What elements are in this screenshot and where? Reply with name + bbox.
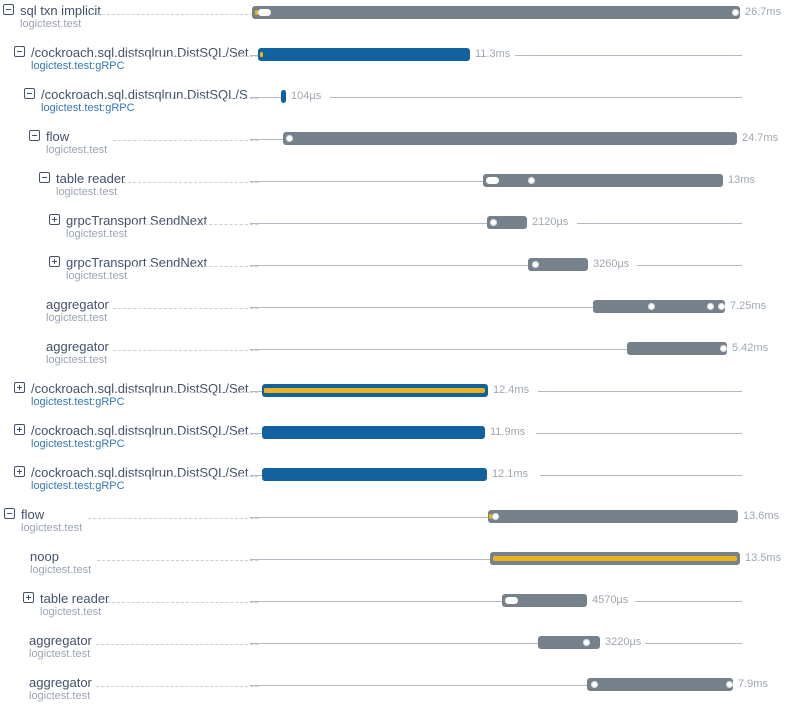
icon-minus-line: [42, 177, 47, 178]
span-subrow: [41, 102, 258, 115]
duration-label: 12.1ms: [492, 468, 529, 480]
trail-line: [540, 475, 742, 476]
span-bar[interactable]: [262, 426, 485, 439]
span-subrow: [66, 270, 258, 283]
span-subrow: [40, 606, 258, 619]
duration-label: 5.42ms: [732, 342, 769, 354]
span-bar[interactable]: [528, 258, 588, 271]
span-labels: [20, 3, 258, 31]
event-marker-pill[interactable]: [505, 597, 518, 604]
event-marker-dot[interactable]: [718, 303, 725, 310]
span-row: [0, 632, 786, 674]
span-labels: [29, 675, 258, 703]
span-service-label: logictest.test:gRPC: [41, 102, 135, 114]
span-title: grpcTransport SendNext: [66, 255, 208, 270]
span-row: [0, 506, 786, 548]
dashed-leader: [87, 14, 258, 15]
span-service-label: logictest.test:gRPC: [31, 396, 125, 408]
span-timeline: [250, 590, 742, 632]
span-labels: [31, 465, 258, 493]
span-timeline: [250, 338, 769, 380]
span-row: [0, 674, 786, 714]
span-bar[interactable]: [262, 468, 487, 481]
event-marker-pill[interactable]: [486, 177, 499, 184]
duration-label: 3260µs: [593, 258, 630, 270]
span-service-label: logictest.test: [56, 186, 118, 198]
trail-line: [515, 55, 742, 56]
span-timeline: [250, 86, 742, 128]
span-title: /cockroach.sql.distsqlrun.DistSQL/Set: [31, 423, 249, 438]
span-service-label: logictest.test: [21, 522, 83, 534]
trail-line: [635, 601, 742, 602]
span-title: table reader: [40, 591, 110, 606]
span-service-label: logictest.test: [46, 144, 108, 156]
dashed-leader: [113, 350, 258, 351]
span-title: aggregator: [29, 633, 92, 648]
span-row: [0, 380, 786, 422]
duration-label: 7.25ms: [730, 300, 767, 312]
span-labels: [46, 339, 258, 367]
span-bar[interactable]: [252, 6, 740, 19]
span-labels: [29, 633, 258, 661]
span-row: [0, 296, 786, 338]
event-marker-dot[interactable]: [490, 219, 497, 226]
trail-line: [538, 391, 742, 392]
span-bar[interactable]: [488, 510, 738, 523]
duration-label: 13.6ms: [743, 510, 780, 522]
span-title: /cockroach.sql.distsqlrun.DistSQL/Set: [31, 465, 249, 480]
dashed-leader: [107, 602, 258, 603]
collapse-icon[interactable]: [4, 508, 15, 519]
span-row: [0, 2, 786, 44]
event-marker-dot[interactable]: [591, 681, 598, 688]
lead-line: [250, 97, 281, 98]
expand-icon[interactable]: [14, 382, 25, 393]
span-subrow: [30, 564, 258, 577]
span-service-label: logictest.test: [46, 354, 108, 366]
span-row: [0, 212, 786, 254]
lead-line: [250, 685, 587, 686]
latency-stripe: [265, 388, 485, 393]
lead-line: [250, 181, 483, 182]
icon-minus-line: [17, 51, 22, 52]
span-row: [0, 464, 786, 506]
span-labels: [31, 381, 258, 409]
duration-label: 26.7ms: [745, 6, 782, 18]
lead-line: [250, 433, 262, 434]
expand-icon[interactable]: [14, 424, 25, 435]
span-subrow: [29, 648, 258, 661]
span-labels: [66, 213, 258, 241]
duration-label: 104µs: [291, 90, 322, 102]
span-bar[interactable]: [487, 216, 527, 229]
icon-minus-line: [6, 9, 11, 10]
lead-line: [250, 307, 593, 308]
icon-minus-line: [32, 135, 37, 136]
span-bar[interactable]: [283, 132, 737, 145]
span-labels: [56, 171, 258, 199]
span-subrow: [31, 396, 258, 409]
lead-line: [250, 517, 488, 518]
span-subrow: [20, 18, 258, 31]
span-subrow: [31, 60, 258, 73]
dashed-leader: [131, 392, 258, 393]
duration-label: 7.9ms: [738, 678, 768, 690]
lead-line: [250, 349, 627, 350]
collapse-icon[interactable]: [24, 88, 35, 99]
trail-line: [536, 433, 742, 434]
event-marker-pill[interactable]: [258, 9, 271, 16]
span-timeline: [250, 506, 780, 548]
span-timeline: [250, 128, 779, 170]
expand-icon[interactable]: [14, 466, 25, 477]
span-title: flow: [21, 507, 45, 522]
span-service-label: logictest.test: [40, 606, 102, 618]
icon-plus-line: [28, 595, 29, 600]
span-bar[interactable]: [502, 594, 587, 607]
span-title: /cockroach.sql.distsqlrun.DistSQL/Set: [31, 381, 249, 396]
span-timeline: [250, 44, 742, 86]
dashed-leader: [141, 98, 258, 99]
duration-label: 3220µs: [605, 636, 642, 648]
collapse-icon[interactable]: [14, 46, 25, 57]
span-row: [0, 422, 786, 464]
dashed-leader: [133, 224, 258, 225]
span-labels: [30, 549, 258, 577]
dashed-leader: [131, 56, 258, 57]
span-bar[interactable]: [262, 384, 488, 397]
event-marker-dot[interactable]: [492, 513, 499, 520]
span-timeline: [250, 212, 742, 254]
span-service-label: logictest.test:gRPC: [31, 480, 125, 492]
span-row: [0, 86, 786, 128]
dashed-leader: [96, 686, 258, 687]
span-subrow: [31, 438, 258, 451]
yellow-tick: [260, 52, 263, 57]
span-bar[interactable]: [490, 552, 740, 565]
dashed-leader: [113, 140, 258, 141]
trail-line: [645, 643, 742, 644]
span-row: [0, 548, 786, 590]
span-labels: [31, 423, 258, 451]
span-row: [0, 170, 786, 212]
span-title: flow: [46, 129, 70, 144]
duration-label: 12.4ms: [493, 384, 530, 396]
duration-label: 11.9ms: [490, 426, 526, 438]
span-bar[interactable]: [258, 48, 470, 61]
span-title: aggregator: [29, 675, 92, 690]
icon-plus-line: [54, 217, 55, 222]
span-title: /cockroach.sql.distsqlrun.DistSQL/S: [41, 87, 248, 102]
span-subrow: [56, 186, 258, 199]
trail-line: [577, 223, 742, 224]
duration-label: 24.7ms: [742, 132, 779, 144]
dashed-leader: [131, 434, 258, 435]
event-marker-dot[interactable]: [583, 639, 590, 646]
span-subrow: [46, 312, 258, 325]
dashed-leader: [88, 518, 258, 519]
span-service-label: logictest.test: [29, 648, 91, 660]
dashed-leader: [96, 644, 258, 645]
trail-line: [637, 265, 742, 266]
duration-label: 2120µs: [532, 216, 569, 228]
event-marker-dot[interactable]: [720, 345, 727, 352]
span-service-label: logictest.test: [20, 18, 82, 30]
lead-line: [250, 643, 538, 644]
span-row: [0, 338, 786, 380]
dashed-leader: [97, 560, 258, 561]
icon-minus-line: [27, 93, 32, 94]
icon-plus-line: [19, 427, 20, 432]
span-timeline: [250, 632, 742, 674]
span-subrow: [66, 228, 258, 241]
event-marker-dot[interactable]: [648, 303, 655, 310]
dashed-leader: [131, 476, 258, 477]
span-timeline: [250, 422, 742, 464]
span-service-label: logictest.test: [29, 690, 91, 702]
span-labels: [66, 255, 258, 283]
span-row: [0, 254, 786, 296]
span-row: [0, 44, 786, 86]
lead-line: [250, 475, 262, 476]
duration-label: 13.5ms: [745, 552, 782, 564]
span-timeline: [250, 296, 767, 338]
span-title: aggregator: [46, 339, 109, 354]
span-labels: [40, 591, 258, 619]
event-marker-dot[interactable]: [528, 177, 535, 184]
span-bar[interactable]: [538, 636, 600, 649]
span-service-label: logictest.test: [66, 228, 128, 240]
lead-line: [250, 55, 258, 56]
span-service-label: logictest.test: [30, 564, 92, 576]
dashed-leader: [123, 182, 258, 183]
icon-plus-line: [19, 469, 20, 474]
yellow-tick: [264, 388, 267, 393]
span-subrow: [46, 354, 258, 367]
lead-line: [250, 559, 490, 560]
duration-label: 4570µs: [592, 594, 629, 606]
span-timeline: [250, 254, 742, 296]
span-service-label: logictest.test: [46, 312, 108, 324]
span-bar[interactable]: [587, 678, 733, 691]
event-marker-dot[interactable]: [286, 135, 293, 142]
span-title: grpcTransport SendNext: [66, 213, 208, 228]
lead-line: [250, 139, 283, 140]
span-bar[interactable]: [483, 174, 723, 187]
event-marker-dot[interactable]: [707, 303, 714, 310]
collapse-icon[interactable]: [3, 4, 14, 15]
span-timeline: [250, 170, 755, 212]
span-service-label: logictest.test:gRPC: [31, 438, 125, 450]
lead-line: [250, 223, 487, 224]
dashed-leader: [113, 308, 258, 309]
event-marker-dot[interactable]: [732, 9, 739, 16]
expand-icon[interactable]: [49, 214, 60, 225]
dashed-leader: [133, 266, 258, 267]
event-marker-dot[interactable]: [726, 681, 733, 688]
event-marker-dot[interactable]: [532, 261, 539, 268]
span-labels: [46, 129, 258, 157]
span-labels: [31, 45, 258, 73]
duration-label: 11.3ms: [475, 48, 511, 60]
collapse-icon[interactable]: [29, 130, 40, 141]
span-title: aggregator: [46, 297, 109, 312]
latency-stripe: [493, 556, 737, 561]
span-service-label: logictest.test:gRPC: [31, 60, 125, 72]
span-title: sql txn implicit: [20, 3, 101, 18]
expand-icon[interactable]: [49, 256, 60, 267]
lead-line: [250, 265, 528, 266]
icon-plus-line: [19, 385, 20, 390]
span-timeline: [250, 2, 782, 44]
span-subrow: [31, 480, 258, 493]
span-title: /cockroach.sql.distsqlrun.DistSQL/Set: [31, 45, 249, 60]
span-row: [0, 590, 786, 632]
span-title: table reader: [56, 171, 126, 186]
span-service-label: logictest.test: [66, 270, 128, 282]
span-labels: [46, 297, 258, 325]
expand-icon[interactable]: [23, 592, 34, 603]
span-labels: [41, 87, 258, 115]
span-title: noop: [30, 549, 59, 564]
span-timeline: [250, 464, 742, 506]
span-bar[interactable]: [627, 342, 727, 355]
span-bar[interactable]: [281, 90, 286, 103]
span-timeline: [250, 674, 768, 714]
icon-minus-line: [7, 513, 12, 514]
span-labels: [21, 507, 258, 535]
span-subrow: [46, 144, 258, 157]
span-timeline: [250, 380, 742, 422]
collapse-icon[interactable]: [39, 172, 50, 183]
lead-line: [250, 601, 502, 602]
span-row: [0, 128, 786, 170]
icon-plus-line: [54, 259, 55, 264]
trail-line: [330, 97, 742, 98]
duration-label: 13ms: [728, 174, 755, 186]
lead-line: [250, 391, 262, 392]
span-subrow: [29, 690, 258, 703]
span-bar[interactable]: [593, 300, 725, 313]
span-subrow: [21, 522, 258, 535]
span-timeline: [250, 548, 782, 590]
